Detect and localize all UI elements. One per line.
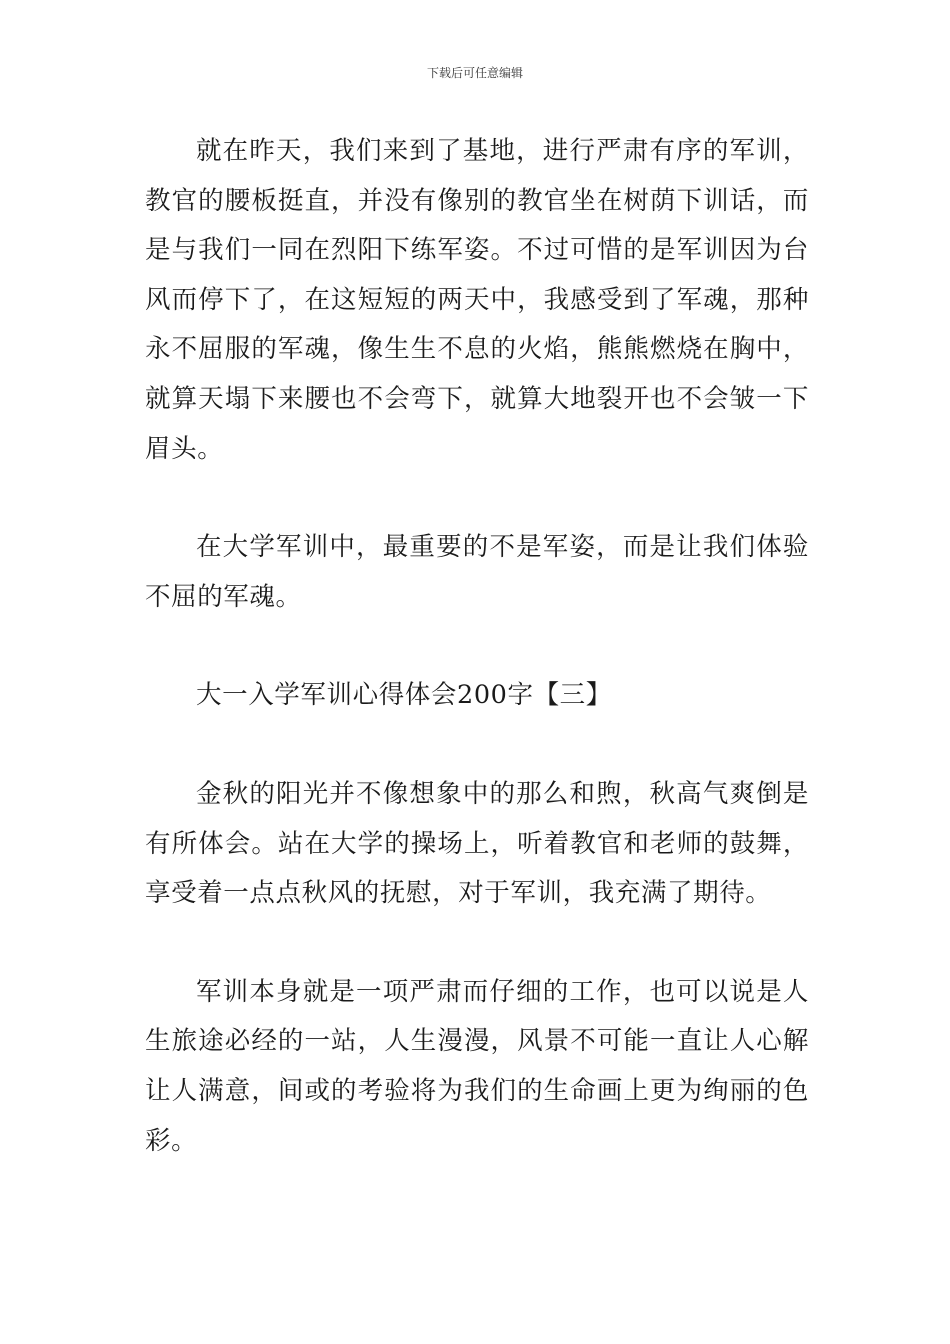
- paragraph-conclusion: 在大学军训中，最重要的不是军姿，而是让我们体验不屈的军魂。: [145, 532, 809, 612]
- document-body: [145, 127, 809, 1166]
- page-header: 下载后可任意编辑: [426, 66, 523, 80]
- paragraph-training-work: 军训本身就是一项严肃而仔细的工作，也可以说是人生旅途必经的一站，人生漫漫，风景不可能一直让人心解让人满意，间或的考验将为我们的生命画上更为绚丽的色彩。: [145, 976, 809, 1156]
- paragraph-spacer: [145, 474, 809, 523]
- section-heading: 大一入学军训心得体会200字【三】: [196, 680, 612, 711]
- paragraph-autumn-sunshine: 金秋的阳光并不像想象中的那么和煦，秋高气爽倒是有所体会。站在大学的操场上，听着教官和老师的鼓舞，享受着一点点秋风的抚慰，对于军训，我充满了期待。: [145, 778, 809, 909]
- paragraph-spacer: [145, 919, 809, 968]
- paragraph-military-soul: 就在昨天，我们来到了基地，进行严肃有序的军训，教官的腰板挺直，并没有像别的教官坐在树荫下训话，而是与我们一同在烈阳下练军姿。不过可惜的是军训因为台风而停下了，在这短短的两天中，我感受到了军魂，那种永不屈服的军魂，像生生不息的火焰，熊熊燃烧在胸中，就算天塌下来腰也不会弯下，就算大地裂开也不会皱一下眉头。: [145, 136, 809, 464]
- paragraph-spacer: [145, 721, 809, 770]
- paragraph-spacer: [145, 622, 809, 671]
